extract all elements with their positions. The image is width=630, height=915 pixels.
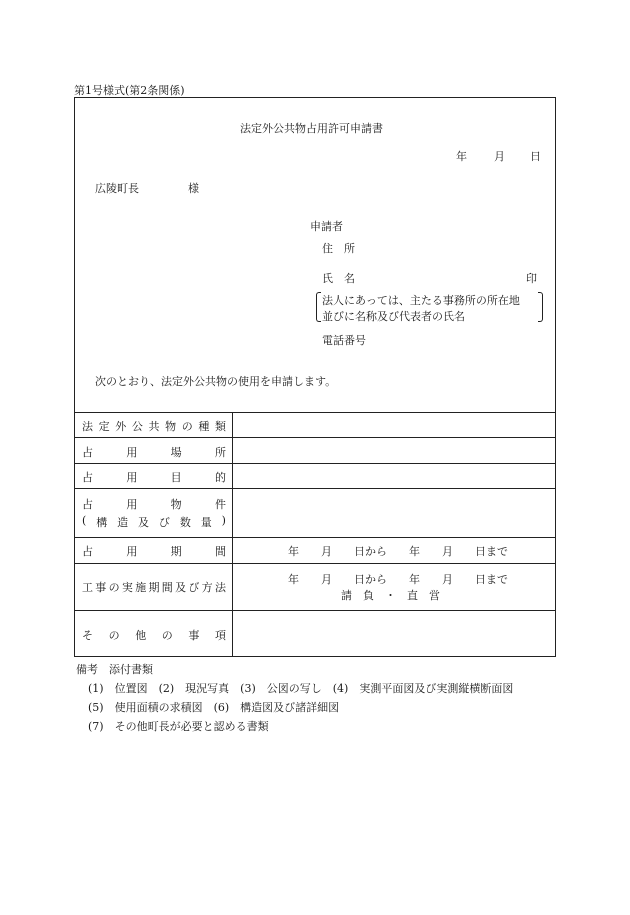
table-column-divider xyxy=(232,412,233,657)
label-char: ) xyxy=(221,514,226,527)
remarks-line1: (1) 位置図 (2) 現況写真 (3) 公図の写し (4) 実測平面図及び実測縦横断面図 xyxy=(88,682,514,695)
label-char: 目 xyxy=(170,471,182,484)
name-label: 氏 名 xyxy=(322,272,355,285)
label-char: 定 xyxy=(98,420,110,433)
date-year: 年 xyxy=(456,150,467,163)
row-label-object-detail xyxy=(82,514,226,530)
remarks-line2: (5) 使用面積の求積図 (6) 構造図及び諸詳細図 xyxy=(88,701,340,714)
row-divider xyxy=(74,537,556,538)
label-char: 事 xyxy=(95,581,107,594)
label-char: 占 xyxy=(82,446,93,459)
label-char: 工 xyxy=(82,581,93,594)
label-char: 件 xyxy=(214,498,226,511)
label-char: 施 xyxy=(135,581,147,594)
label-char: 用 xyxy=(126,498,138,511)
row-divider xyxy=(74,610,556,611)
label-char: び xyxy=(188,581,200,594)
label-char: 所 xyxy=(214,446,226,459)
label-char: 場 xyxy=(170,446,182,459)
label-char: 間 xyxy=(161,581,173,594)
label-char: 数 xyxy=(179,516,191,529)
label-char: 期 xyxy=(148,581,160,594)
label-char: 項 xyxy=(214,629,226,642)
construction-period-value: 年 月 日から 年 月 日まで xyxy=(288,573,508,586)
label-char: 他 xyxy=(135,629,147,642)
statement: 次のとおり、法定外公共物の使用を申請します。 xyxy=(95,375,337,388)
row-divider xyxy=(74,437,556,438)
label-char: 占 xyxy=(82,545,93,558)
date-day: 日 xyxy=(530,150,541,163)
label-char: 期 xyxy=(170,545,182,558)
label-char: 方 xyxy=(201,581,213,594)
label-char: 共 xyxy=(148,420,160,433)
corp-note-line1: 法人にあっては、主たる事務所の所在地 xyxy=(322,294,520,307)
label-char: び xyxy=(158,516,170,529)
row-divider xyxy=(74,463,556,464)
label-char: 物 xyxy=(165,420,177,433)
row-divider xyxy=(74,488,556,489)
address-label: 住 所 xyxy=(322,242,355,255)
row-label-construction xyxy=(82,579,226,595)
label-char: 的 xyxy=(214,471,226,484)
label-char: 構 xyxy=(96,516,108,529)
label-char: 占 xyxy=(82,498,93,511)
label-char: の xyxy=(108,581,120,594)
construction-method-value: 請 負 ・ 直 営 xyxy=(341,589,440,602)
label-char: 物 xyxy=(170,498,182,511)
row-label-other xyxy=(82,627,226,643)
remarks-heading: 備考 添付書類 xyxy=(76,663,153,676)
label-char: 量 xyxy=(200,516,212,529)
seal-mark: 印 xyxy=(526,272,537,285)
row-label-type xyxy=(82,418,226,434)
label-char: そ xyxy=(82,629,93,642)
corp-note-bracket-right xyxy=(538,292,543,322)
form-title: 法定外公共物占用許可申請書 xyxy=(240,122,383,135)
period-value: 年 月 日から 年 月 日まで xyxy=(288,545,508,558)
remarks-line3: (7) その他町長が必要と認める書類 xyxy=(88,720,269,733)
row-label-period xyxy=(82,543,226,559)
addressee-honorific: 様 xyxy=(188,182,199,195)
label-char: の xyxy=(161,629,173,642)
label-char: 事 xyxy=(188,629,200,642)
label-char: 及 xyxy=(175,581,187,594)
label-char: 類 xyxy=(215,420,226,433)
addressee-name: 広陵町長 xyxy=(95,182,139,195)
label-char: 法 xyxy=(82,420,93,433)
label-char: 実 xyxy=(121,581,133,594)
label-char: 用 xyxy=(126,545,138,558)
label-char: 用 xyxy=(126,471,138,484)
label-char: の xyxy=(108,629,120,642)
phone-label: 電話番号 xyxy=(322,334,366,347)
label-char: 外 xyxy=(115,420,127,433)
label-char: 及 xyxy=(138,516,150,529)
label-char: 種 xyxy=(198,420,210,433)
label-char: 用 xyxy=(126,446,138,459)
corp-note-line2: 並びに名称及び代表者の氏名 xyxy=(322,310,465,323)
corp-note-bracket-left xyxy=(316,292,321,322)
applicant-label: 申請者 xyxy=(310,220,343,233)
row-label-location xyxy=(82,444,226,460)
date-month: 月 xyxy=(494,150,505,163)
label-char: ( xyxy=(82,514,87,527)
label-char: 法 xyxy=(214,581,226,594)
label-char: 占 xyxy=(82,471,93,484)
row-label-object xyxy=(82,496,226,512)
label-char: 間 xyxy=(214,545,226,558)
label-char: 公 xyxy=(131,420,143,433)
row-divider xyxy=(74,563,556,564)
row-label-purpose xyxy=(82,469,226,485)
table-top-line xyxy=(74,412,556,413)
label-char: の xyxy=(181,420,193,433)
label-char: 造 xyxy=(117,516,129,529)
form-number: 第1号様式(第2条関係) xyxy=(74,84,185,97)
